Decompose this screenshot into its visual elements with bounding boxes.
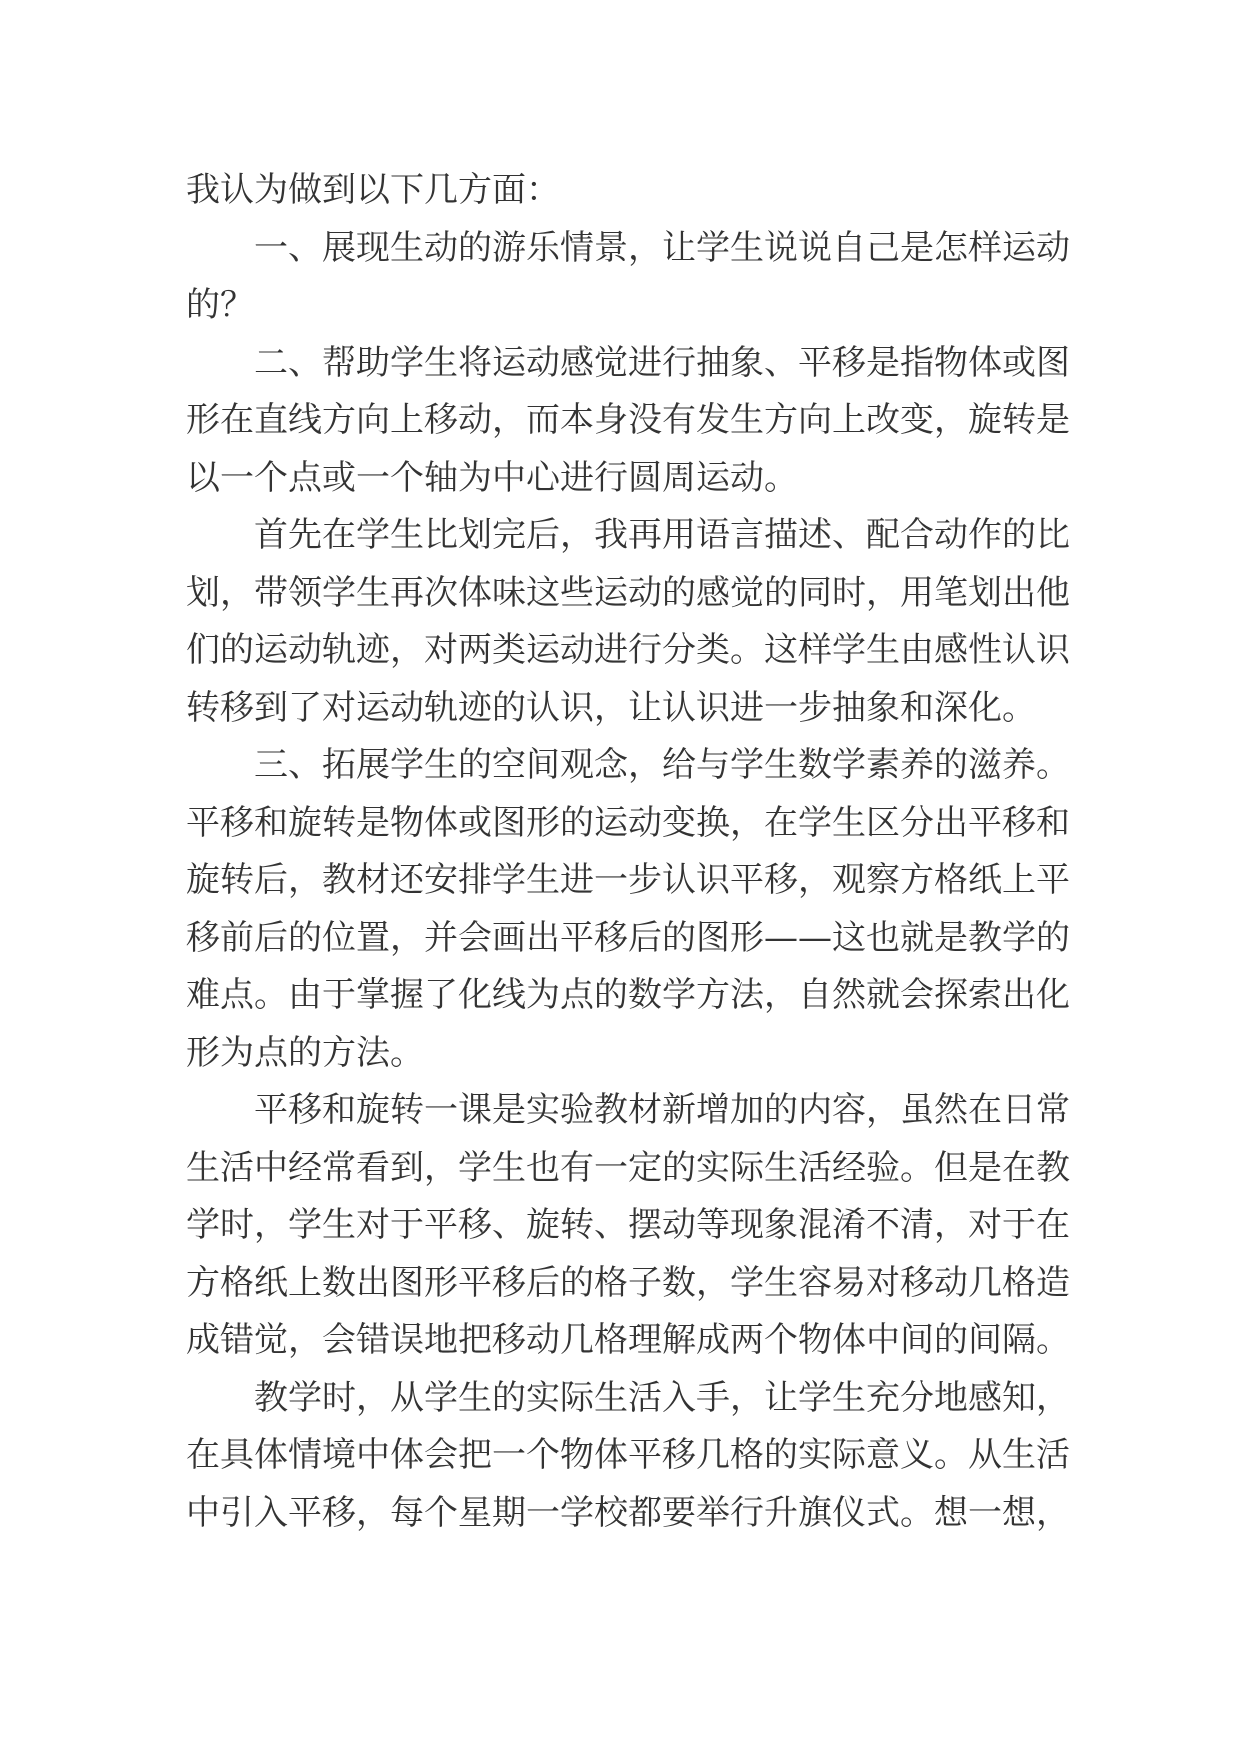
text-line: 生活中经常看到，学生也有一定的实际生活经验。但是在教 bbox=[186, 1147, 1070, 1188]
text-line: 在具体情境中体会把一个物体平移几格的实际意义。从生活 bbox=[186, 1435, 1070, 1475]
paragraph-6-line: 教学时，从学生的实际生活入手，让学生充分地感知， bbox=[254, 1377, 1070, 1418]
text-line: 以一个点或一个轴为中心进行圆周运动。 bbox=[186, 457, 798, 498]
paragraph-4-line: 三、拓展学生的空间观念，给与学生数学素养的滋养。 bbox=[254, 745, 1070, 785]
text-line: 转移到了对运动轨迹的认识，让认识进一步抽象和深化。 bbox=[186, 687, 1036, 728]
text-line: 旋转后，教材还安排学生进一步认识平移，观察方格纸上平 bbox=[186, 860, 1070, 900]
document-body bbox=[186, 162, 1070, 1542]
text-line: 难点。由于掌握了化线为点的数学方法，自然就会探索出化 bbox=[186, 975, 1070, 1015]
text-line: 我认为做到以下几方面： bbox=[186, 170, 560, 210]
paragraph-2-line: 二、帮助学生将运动感觉进行抽象、平移是指物体或图 bbox=[254, 342, 1070, 383]
text-line: 形为点的方法。 bbox=[186, 1032, 424, 1073]
paragraph-3-line: 首先在学生比划完后，我再用语言描述、配合动作的比 bbox=[254, 515, 1070, 555]
text-line: 们的运动轨迹，对两类运动进行分类。这样学生由感性认识 bbox=[186, 630, 1070, 670]
text-line: 划，带领学生再次体味这些运动的感觉的同时，用笔划出他 bbox=[186, 572, 1070, 613]
text-line: 学时，学生对于平移、旋转、摆动等现象混淆不清，对于在 bbox=[186, 1205, 1070, 1245]
text-line: 形在直线方向上移动，而本身没有发生方向上改变，旋转是 bbox=[186, 400, 1070, 440]
text-line: 方格纸上数出图形平移后的格子数，学生容易对移动几格造 bbox=[186, 1262, 1070, 1303]
text-line: 平移和旋转是物体或图形的运动变换，在学生区分出平移和 bbox=[186, 802, 1070, 843]
paragraph-1-line: 一、展现生动的游乐情景，让学生说说自己是怎样运动 bbox=[254, 227, 1070, 268]
text-line: 中引入平移，每个星期一学校都要举行升旗仪式。想一想， bbox=[186, 1492, 1070, 1533]
text-line: 的？ bbox=[186, 285, 254, 325]
text-line: 移前后的位置，并会画出平移后的图形——这也就是教学的 bbox=[186, 917, 1070, 958]
paragraph-5-line: 平移和旋转一课是实验教材新增加的内容，虽然在日常 bbox=[254, 1090, 1070, 1130]
text-line: 成错觉，会错误地把移动几格理解成两个物体中间的间隔。 bbox=[186, 1320, 1070, 1360]
